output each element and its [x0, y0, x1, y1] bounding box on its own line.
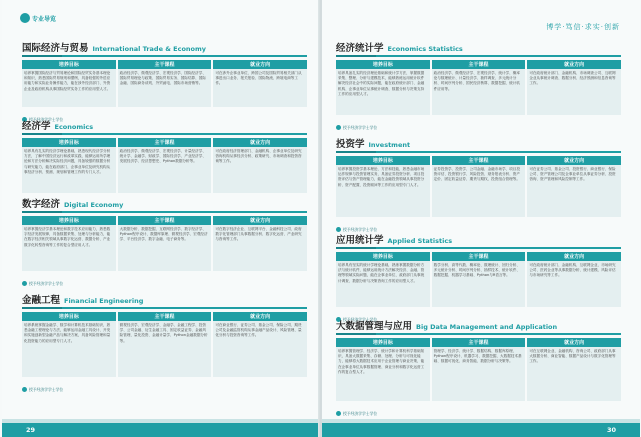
goal-text: 培养掌握管理学、经济学、统计学和计算机科学基础知识，具备大数据采集、存储、处理、分析与可视化能力，能够将大数据技术应用于企业管理与商业决策，能在企事业单位从事数据管理、商业分析和数字化运营工作的复合型人才。 [336, 347, 430, 401]
left-footer [2, 423, 320, 437]
section-title-cn: 经济学 [22, 121, 51, 132]
section-financial-engineering [22, 292, 307, 396]
degree-icon [336, 411, 341, 416]
courses-text: 政治经济学、微观经济学、宏观经济学、统计学、概率论与数理统计、计量经济学、抽样调查、多元统计分析、时间序列分析、国民经济核算、数据挖掘、统计软件应用等。 [432, 69, 526, 115]
goal-text: 培养系统掌握金融学、数学和计算机技术基础知识，熟悉金融工程理论与方法，能够运用金融工具设计、开发和实施创新型金融产品与解决方案，具备风险管理和量化投资能力的应用型专门人才。 [22, 321, 116, 377]
section-divider [22, 211, 307, 213]
degree-tag: 授予经济学学士学位 [336, 411, 377, 417]
section-investment [336, 136, 621, 236]
section-title-cn: 投资学 [336, 139, 365, 150]
column-header-goal: 培养目标 [336, 156, 430, 165]
direction-text: 可在涉外企事业单位、跨国公司及国际贸易相关部门从事进出口业务、报关报检、国际物流、跨境电商等工作。 [213, 69, 307, 107]
logo [20, 13, 56, 23]
section-title-cn: 数字经济 [22, 199, 61, 210]
column-header-courses: 主干课程 [432, 60, 526, 69]
section-title-cn: 应用统计学 [336, 235, 384, 246]
courses-text: 微观经济学、宏观经济学、金融学、金融工程学、投资学、公司金融、衍生金融工具、固定收益证券、金融风险管理、量化投资、金融计量学、Python金融数据分析等。 [118, 321, 212, 377]
degree-tag: 授予经济学学士学位 [336, 125, 377, 131]
courses-text: 大数据分析、数据挖掘、互联网经济学、数字经济学、Python程序设计、数据库原理、微观经济学、宏观经济学、平台经济学、数字金融、电子商务等。 [118, 225, 212, 271]
section-title-en: Financial Engineering [64, 297, 144, 305]
column-header-courses: 主干课程 [118, 216, 212, 225]
section-digital-economy [22, 196, 307, 290]
section-divider [336, 333, 621, 335]
logo-icon [20, 13, 30, 23]
section-divider [22, 133, 307, 135]
page-number: 29 [26, 426, 36, 434]
courses-text: 管理学、经济学、统计学、数据结构、数据库原理、Python程序设计、机器学习、数据挖掘、大数据技术基础、数据可视化、商务智能、数据分析与决策等。 [432, 347, 526, 401]
direction-text: 可在数字经济企业、互联网平台、金融科技公司、政府数字化管理部门从事数据分析、数字化运营、产业研究与咨询等工作。 [213, 225, 307, 271]
section-title-en: Digital Economy [64, 201, 124, 209]
section-title-en: International Trade & Economy [92, 45, 207, 53]
goal-text: 培养具有扎实的经济学理论基础，熟悉现代经济学分析方法，了解中国经济运行和改革实践，能够运用所学理论和方法分析解决实际经济问题，具备较强的数据分析与研究能力，能在政府部门、企事业单位及研究机构从事经济分析、预测、规划和管理工作的专门人才。 [22, 147, 116, 193]
column-header-goal: 培养目标 [336, 60, 430, 69]
column-header-goal: 培养目标 [22, 216, 116, 225]
courses-text: 数学分析、高等代数、概率论、数理统计、回归分析、多元统计分析、时间序列分析、抽样技术、统计软件、数据挖掘、机器学习基础、Python与R语言等。 [432, 261, 526, 307]
section-title-en: Economics [54, 123, 94, 131]
column-header-direction: 就业方向 [213, 138, 307, 147]
degree-icon [22, 387, 27, 392]
column-header-goal: 培养目标 [22, 138, 116, 147]
slogan: 博学·笃信·求实·创新 [546, 23, 620, 31]
degree-tag: 授予经济学学士学位 [22, 281, 63, 287]
degree-tag: 授予经济学学士学位 [22, 117, 63, 123]
goal-text: 培养掌握经济学基本理论和数字技术应用能力，熟悉数字经济发展规律，具备数据采集、处理与分析能力，能在数字经济相关领域从事数字化运营、数据分析、产业数字化转型咨询等工作的复合型应用人才。 [22, 225, 116, 271]
column-header-direction: 就业方向 [527, 252, 621, 261]
section-title-cn: 经济统计学 [336, 43, 384, 54]
courses-text: 证券投资学、投资学、公司金融、金融市场学、项目投资评估、投资银行学、风险投资、财务报表分析、资产定价、固定收益证券、期货与期权、投资组合管理等。 [432, 165, 526, 217]
section-title-en: Investment [368, 141, 411, 149]
right-footer [322, 423, 640, 437]
courses-text: 政治经济学、微观经济学、宏观经济学、国际经济学、国际贸易理论与政策、国际贸易实务、国际结算、国际金融、国际商务谈判、外贸函电、国际市场营销等。 [118, 69, 212, 107]
goal-text: 培养具备扎实的经济理论基础和统计学方法，掌握数据采集、整理、分析与建模技术，能够熟练运用统计软件解决经济社会中的实际问题，能在政府统计部门、金融机构、企事业单位从事统计调查、数据分析与决策支持工作的应用型人才。 [336, 69, 430, 115]
column-header-courses: 主干课程 [432, 252, 526, 261]
section-international-trade [22, 40, 307, 126]
degree-icon [22, 281, 27, 286]
column-header-courses: 主干课程 [432, 156, 526, 165]
section-title-cn: 金融工程 [22, 295, 61, 306]
section-divider [336, 151, 621, 153]
section-title-en: Economics Statistics [387, 45, 463, 53]
direction-text: 可在政府统计部门、金融机构、互联网企业、市场研究公司、医药企业等从事数据分析、统计建模、风险评估与市场研究等工作。 [527, 261, 621, 307]
left-header [2, 0, 320, 34]
direction-text: 可在商业银行、证券公司、基金公司、保险公司、期货公司及金融监管机构从事金融产品设计、风险管理、量化分析与投资咨询等工作。 [213, 321, 307, 377]
column-header-direction: 就业方向 [527, 60, 621, 69]
degree-tag: 授予经济学学士学位 [336, 227, 377, 233]
column-header-goal: 培养目标 [336, 338, 430, 347]
section-title-cn: 国际经济与贸易 [22, 43, 89, 54]
column-header-direction: 就业方向 [213, 60, 307, 69]
column-header-direction: 就业方向 [527, 338, 621, 347]
section-economics-statistics [336, 40, 621, 134]
column-header-goal: 培养目标 [22, 312, 116, 321]
section-title-cn: 大数据管理与应用 [336, 321, 413, 332]
section-divider [336, 247, 621, 249]
section-divider [22, 55, 307, 57]
right-page [322, 0, 640, 437]
section-divider [22, 307, 307, 309]
column-header-direction: 就业方向 [527, 156, 621, 165]
column-header-goal: 培养目标 [22, 60, 116, 69]
section-economics [22, 118, 307, 193]
direction-text: 可在互联网企业、金融机构、咨询公司、政府部门从事大数据分析、商业智能、数据产品设计与数字化管理等工作。 [527, 347, 621, 401]
column-header-courses: 主干课程 [118, 138, 212, 147]
degree-tag: 授予经济学学士学位 [336, 317, 377, 323]
column-header-goal: 培养目标 [336, 252, 430, 261]
goal-text: 培养掌握投资学基本理论、方法和技能，熟悉金融市场运作规律与投资管理实务，具备证券投资分析、项目投资评估与资产管理能力，能在金融投资领域从事投资分析、资产配置、投资顾问等工作的应用型专门人才。 [336, 165, 430, 217]
right-header [322, 0, 640, 34]
section-title-en: Big Data Management and Application [416, 323, 558, 331]
logo-text: 专业导览 [32, 15, 57, 23]
column-header-courses: 主干课程 [118, 312, 212, 321]
left-page [2, 0, 320, 437]
section-big-data [336, 318, 621, 420]
column-header-courses: 主干课程 [432, 338, 526, 347]
section-applied-statistics [336, 232, 621, 326]
section-divider [336, 55, 621, 57]
direction-text: 可在政府经济管理部门、金融机构、企事业单位及研究咨询机构从事经济分析、政策研究、市场调查和投资咨询等工作。 [213, 147, 307, 193]
column-header-courses: 主干课程 [118, 60, 212, 69]
column-header-direction: 就业方向 [213, 216, 307, 225]
page-number: 30 [606, 426, 616, 434]
column-header-direction: 就业方向 [213, 312, 307, 321]
courses-text: 政治经济学、微观经济学、宏观经济学、计量经济学、统计学、金融学、财政学、国际经济学、产业经济学、发展经济学、经济思想史、Python数据分析等。 [118, 147, 212, 193]
degree-tag: 授予经济学学士学位 [22, 387, 63, 393]
degree-icon [336, 125, 341, 130]
goal-text: 培养具有坚实的统计学理论基础，熟练掌握数据分析方法与统计软件，能够运用统计方法解决经济、金融、管理等领域实际问题，能在企事业单位、政府部门从事统计调查、数据分析与决策咨询工作的应用型人才。 [336, 261, 430, 307]
direction-text: 可在政府统计部门、金融机构、市场调查公司、互联网企业从事统计调查、数据分析、经济预测和信息咨询等工作。 [527, 69, 621, 115]
direction-text: 可在证券公司、基金公司、投资银行、商业银行、保险公司、资产管理公司及企事业单位从事证券分析、投资咨询、资产管理和风险控制等工作。 [527, 165, 621, 217]
goal-text: 培养掌握国际经济与贸易理论和国际经贸实务基本理论和知识，熟悉国际贸易规则和惯例，具备较强的外语应用能力和实际业务操作能力，能在涉外经济部门、外资企业及政府机构从事国际经贸实务工作的应用型人才。 [22, 69, 116, 107]
section-title-en: Applied Statistics [387, 237, 453, 245]
